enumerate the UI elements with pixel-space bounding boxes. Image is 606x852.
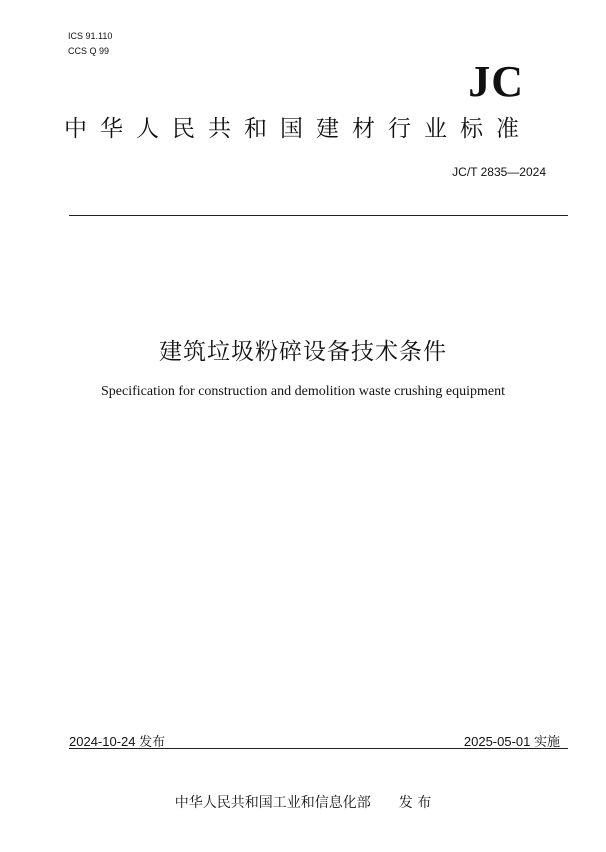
issue-date: 2024-10-24 发布 (69, 734, 166, 749)
ccs-code: CCS Q 99 (68, 46, 110, 56)
document-title-cn: 建筑垃圾粉碎设备技术条件 (159, 339, 447, 365)
classification-codes (68, 29, 112, 59)
jc-logo: JC (468, 57, 524, 106)
standard-title: 中华人民共和国建材行业标准 (64, 116, 532, 142)
ics-code: ICS 91.110 (68, 31, 113, 41)
standard-number: JC/T 2835—2024 (452, 165, 546, 179)
bottom-divider (69, 748, 568, 749)
implement-date: 2025-05-01 实施 (463, 734, 560, 749)
issuer-name: 中华人民共和国工业和信息化部 (174, 795, 371, 811)
top-divider (69, 215, 568, 216)
issuer-action: 发 布 (398, 795, 432, 811)
issuer-line (0, 792, 606, 812)
document-title-en: Specification for construction and demolition waste crushing equipment (101, 384, 505, 399)
